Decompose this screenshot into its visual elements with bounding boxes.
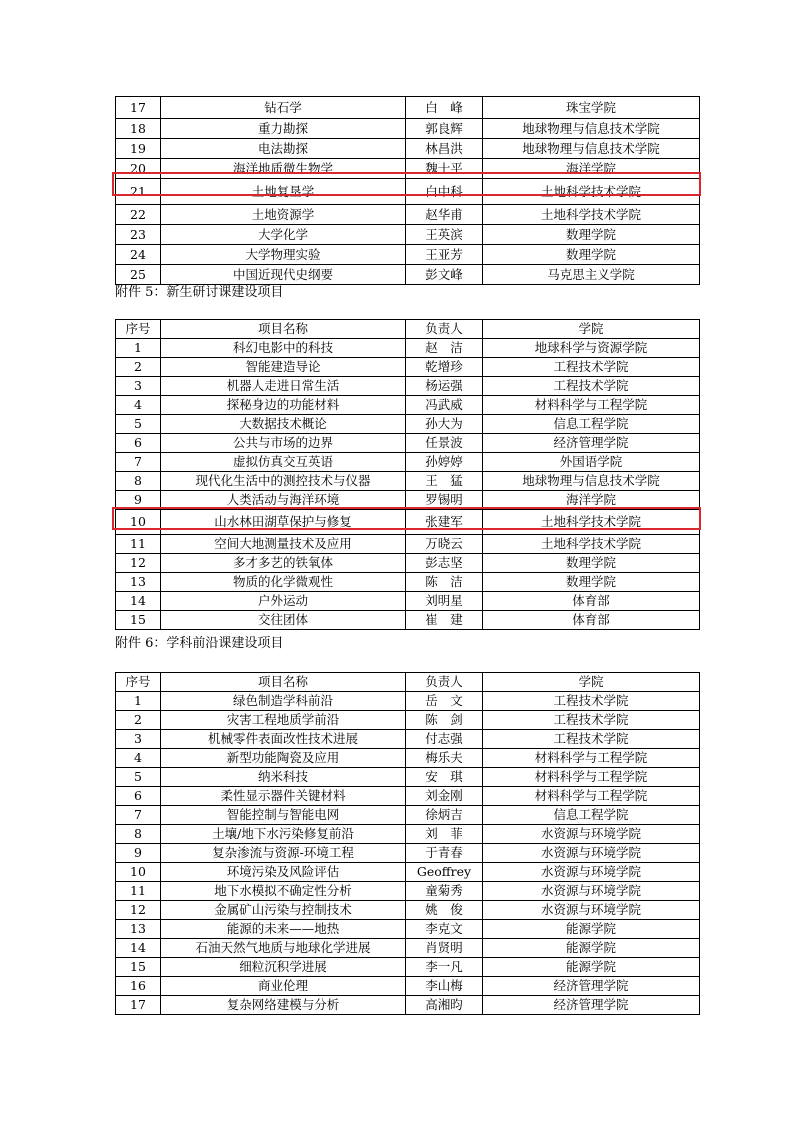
cell-lead: 童菊秀 — [406, 882, 483, 901]
cell-school: 材料科学与工程学院 — [483, 749, 700, 768]
cell-index: 5 — [116, 415, 161, 434]
cell-lead: 肖贤明 — [406, 939, 483, 958]
cell-project-name: 智能控制与智能电网 — [161, 806, 406, 825]
cell-school: 马克思主义学院 — [483, 265, 700, 285]
cell-school: 地球物理与信息技术学院 — [483, 139, 700, 159]
cell-index: 6 — [116, 787, 161, 806]
cell-school: 土地科学技术学院 — [483, 205, 700, 225]
cell-school: 能源学院 — [483, 958, 700, 977]
cell-project-name: 能源的未来——地热 — [161, 920, 406, 939]
table-c-body — [116, 692, 700, 1015]
table-row — [116, 554, 700, 573]
cell-index: 3 — [116, 377, 161, 396]
table-row — [116, 825, 700, 844]
cell-index: 7 — [116, 453, 161, 472]
cell-lead: 李山梅 — [406, 977, 483, 996]
cell-school: 地球科学与资源学院 — [483, 339, 700, 358]
cell-project-name: 交往团体 — [161, 611, 406, 630]
highlight-box-row-10 — [112, 507, 701, 530]
cell-lead: 李克文 — [406, 920, 483, 939]
cell-project-name: 海洋地质微生物学 — [161, 159, 406, 179]
cell-project-name: 石油天然气地质与地球化学进展 — [161, 939, 406, 958]
header-cell-project: 项目名称 — [161, 320, 406, 339]
cell-school: 工程技术学院 — [483, 358, 700, 377]
cell-project-name: 纳米科技 — [161, 768, 406, 787]
cell-school: 经济管理学院 — [483, 996, 700, 1015]
table-row — [116, 119, 700, 139]
cell-index: 2 — [116, 358, 161, 377]
cell-school: 信息工程学院 — [483, 415, 700, 434]
cell-lead: 刘金刚 — [406, 787, 483, 806]
highlight-box-row-21 — [112, 172, 701, 196]
header-cell-school: 学院 — [483, 673, 700, 692]
cell-index: 6 — [116, 434, 161, 453]
cell-index: 15 — [116, 611, 161, 630]
cell-index: 4 — [116, 396, 161, 415]
table-row — [116, 225, 700, 245]
cell-project-name: 空间大地测量技术及应用 — [161, 535, 406, 554]
cell-lead: 高湘昀 — [406, 996, 483, 1015]
cell-index: 8 — [116, 472, 161, 491]
cell-school: 水资源与环境学院 — [483, 825, 700, 844]
cell-index: 8 — [116, 825, 161, 844]
cell-lead: 白中科 — [406, 179, 483, 205]
table-b — [115, 319, 700, 630]
table-row — [116, 265, 700, 285]
cell-school: 水资源与环境学院 — [483, 882, 700, 901]
cell-project-name: 新型功能陶瓷及应用 — [161, 749, 406, 768]
cell-index: 17 — [116, 996, 161, 1015]
table-row — [116, 97, 700, 119]
cell-project-name: 商业伦理 — [161, 977, 406, 996]
cell-index: 13 — [116, 920, 161, 939]
cell-index: 21 — [116, 179, 161, 205]
cell-school: 土地科学技术学院 — [483, 535, 700, 554]
cell-index: 11 — [116, 535, 161, 554]
cell-project-name: 细粒沉积学进展 — [161, 958, 406, 977]
table-row — [116, 396, 700, 415]
cell-lead: 赵 洁 — [406, 339, 483, 358]
cell-school: 工程技术学院 — [483, 730, 700, 749]
cell-lead: 徐炳吉 — [406, 806, 483, 825]
table-row — [116, 711, 700, 730]
cell-index: 16 — [116, 977, 161, 996]
cell-project-name: 土地复垦学 — [161, 179, 406, 205]
table-row — [116, 358, 700, 377]
header-cell-project: 项目名称 — [161, 673, 406, 692]
cell-index: 5 — [116, 768, 161, 787]
cell-school: 材料科学与工程学院 — [483, 396, 700, 415]
cell-index: 4 — [116, 749, 161, 768]
cell-index: 13 — [116, 573, 161, 592]
cell-lead: 王英滨 — [406, 225, 483, 245]
cell-school: 经济管理学院 — [483, 434, 700, 453]
appendix-5-caption: 附件 5：新生研讨课建设项目 — [115, 285, 284, 300]
cell-project-name: 大学物理实验 — [161, 245, 406, 265]
cell-index: 20 — [116, 159, 161, 179]
cell-project-name: 电法勘探 — [161, 139, 406, 159]
cell-index: 14 — [116, 592, 161, 611]
table-row — [116, 996, 700, 1015]
cell-index: 18 — [116, 119, 161, 139]
cell-lead: Geoffrey — [406, 863, 483, 882]
table-row — [116, 939, 700, 958]
cell-school: 材料科学与工程学院 — [483, 768, 700, 787]
cell-school: 外国语学院 — [483, 453, 700, 472]
cell-index: 12 — [116, 554, 161, 573]
cell-project-name: 大数据技术概论 — [161, 415, 406, 434]
cell-project-name: 物质的化学微观性 — [161, 573, 406, 592]
cell-index: 10 — [116, 863, 161, 882]
cell-school: 水资源与环境学院 — [483, 863, 700, 882]
cell-project-name: 机器人走进日常生活 — [161, 377, 406, 396]
table-b-header-row — [116, 320, 700, 339]
header-cell-lead: 负责人 — [406, 320, 483, 339]
table-b-body — [116, 339, 700, 630]
cell-index: 17 — [116, 97, 161, 119]
cell-school: 地球物理与信息技术学院 — [483, 119, 700, 139]
cell-project-name: 中国近现代史纲要 — [161, 265, 406, 285]
cell-project-name: 钻石学 — [161, 97, 406, 119]
cell-school: 数理学院 — [483, 225, 700, 245]
table-row — [116, 434, 700, 453]
cell-school: 能源学院 — [483, 939, 700, 958]
table-c-header-row — [116, 673, 700, 692]
cell-school: 能源学院 — [483, 920, 700, 939]
table-row — [116, 749, 700, 768]
appendix-6-caption: 附件 6：学科前沿课建设项目 — [115, 636, 284, 651]
table-row — [116, 844, 700, 863]
cell-index: 1 — [116, 339, 161, 358]
cell-lead: 孙大为 — [406, 415, 483, 434]
cell-index: 19 — [116, 139, 161, 159]
header-cell-school: 学院 — [483, 320, 700, 339]
table-row — [116, 882, 700, 901]
cell-project-name: 探秘身边的功能材料 — [161, 396, 406, 415]
table-row — [116, 863, 700, 882]
cell-index: 1 — [116, 692, 161, 711]
table-row — [116, 205, 700, 225]
cell-lead: 王 猛 — [406, 472, 483, 491]
header-cell-index: 序号 — [116, 320, 161, 339]
cell-lead: 赵华甫 — [406, 205, 483, 225]
cell-project-name: 灾害工程地质学前沿 — [161, 711, 406, 730]
cell-lead: 姚 俊 — [406, 901, 483, 920]
cell-lead: 林昌洪 — [406, 139, 483, 159]
cell-school: 地球物理与信息技术学院 — [483, 472, 700, 491]
cell-lead: 万晓云 — [406, 535, 483, 554]
cell-lead: 杨运强 — [406, 377, 483, 396]
cell-school: 海洋学院 — [483, 159, 700, 179]
table-row — [116, 977, 700, 996]
cell-lead: 刘明星 — [406, 592, 483, 611]
cell-index: 25 — [116, 265, 161, 285]
table-row — [116, 611, 700, 630]
header-cell-index: 序号 — [116, 673, 161, 692]
cell-lead: 郭良辉 — [406, 119, 483, 139]
cell-index: 2 — [116, 711, 161, 730]
cell-project-name: 户外运动 — [161, 592, 406, 611]
cell-index: 10 — [116, 510, 161, 535]
table-row — [116, 535, 700, 554]
cell-school: 数理学院 — [483, 554, 700, 573]
table-row — [116, 958, 700, 977]
cell-lead: 王亚芳 — [406, 245, 483, 265]
cell-project-name: 环境污染及风险评估 — [161, 863, 406, 882]
cell-lead: 梅乐夫 — [406, 749, 483, 768]
table-c — [115, 672, 700, 1015]
cell-project-name: 重力勘探 — [161, 119, 406, 139]
cell-lead: 陈 洁 — [406, 573, 483, 592]
cell-index: 15 — [116, 958, 161, 977]
cell-project-name: 机械零件表面改性技术进展 — [161, 730, 406, 749]
cell-project-name: 人类活动与海洋环境 — [161, 491, 406, 510]
table-row — [116, 730, 700, 749]
cell-school: 工程技术学院 — [483, 377, 700, 396]
cell-school: 数理学院 — [483, 245, 700, 265]
table-row — [116, 920, 700, 939]
cell-lead: 罗锡明 — [406, 491, 483, 510]
table-row — [116, 901, 700, 920]
table-row — [116, 692, 700, 711]
cell-school: 土地科学技术学院 — [483, 179, 700, 205]
cell-lead: 崔 建 — [406, 611, 483, 630]
cell-school: 工程技术学院 — [483, 692, 700, 711]
table-row — [116, 592, 700, 611]
cell-project-name: 柔性显示器件关键材料 — [161, 787, 406, 806]
cell-school: 海洋学院 — [483, 491, 700, 510]
cell-index: 3 — [116, 730, 161, 749]
cell-lead: 岳 文 — [406, 692, 483, 711]
table-row — [116, 768, 700, 787]
cell-index: 22 — [116, 205, 161, 225]
cell-project-name: 金属矿山污染与控制技术 — [161, 901, 406, 920]
cell-project-name: 土壤/地下水污染修复前沿 — [161, 825, 406, 844]
table-row — [116, 806, 700, 825]
table-row — [116, 573, 700, 592]
cell-index: 9 — [116, 491, 161, 510]
cell-project-name: 多才多艺的铁氧体 — [161, 554, 406, 573]
cell-lead: 付志强 — [406, 730, 483, 749]
cell-school: 水资源与环境学院 — [483, 844, 700, 863]
cell-project-name: 土地资源学 — [161, 205, 406, 225]
cell-index: 7 — [116, 806, 161, 825]
cell-lead: 陈 剑 — [406, 711, 483, 730]
cell-project-name: 智能建造导论 — [161, 358, 406, 377]
cell-lead: 任景波 — [406, 434, 483, 453]
cell-project-name: 虚拟仿真交互英语 — [161, 453, 406, 472]
cell-index: 11 — [116, 882, 161, 901]
cell-school: 材料科学与工程学院 — [483, 787, 700, 806]
cell-project-name: 绿色制造学科前沿 — [161, 692, 406, 711]
cell-lead: 于青春 — [406, 844, 483, 863]
cell-project-name: 山水林田湖草保护与修复 — [161, 510, 406, 535]
cell-index: 12 — [116, 901, 161, 920]
cell-lead: 白 峰 — [406, 97, 483, 119]
cell-school: 体育部 — [483, 592, 700, 611]
cell-project-name: 现代化生活中的测控技术与仪器 — [161, 472, 406, 491]
cell-project-name: 科幻电影中的科技 — [161, 339, 406, 358]
cell-lead: 彭文峰 — [406, 265, 483, 285]
table-row — [116, 472, 700, 491]
table-row — [116, 245, 700, 265]
table-row — [116, 377, 700, 396]
cell-index: 9 — [116, 844, 161, 863]
cell-project-name: 公共与市场的边界 — [161, 434, 406, 453]
cell-project-name: 复杂渗流与资源-环境工程 — [161, 844, 406, 863]
table-row — [116, 787, 700, 806]
cell-project-name: 大学化学 — [161, 225, 406, 245]
table-row — [116, 453, 700, 472]
cell-lead: 彭志坚 — [406, 554, 483, 573]
cell-lead: 孙婷婷 — [406, 453, 483, 472]
header-cell-lead: 负责人 — [406, 673, 483, 692]
cell-school: 经济管理学院 — [483, 977, 700, 996]
cell-index: 14 — [116, 939, 161, 958]
cell-lead: 刘 菲 — [406, 825, 483, 844]
cell-index: 24 — [116, 245, 161, 265]
cell-school: 体育部 — [483, 611, 700, 630]
table-row — [116, 415, 700, 434]
table-row — [116, 139, 700, 159]
cell-project-name: 复杂网络建模与分析 — [161, 996, 406, 1015]
cell-index: 23 — [116, 225, 161, 245]
cell-school: 水资源与环境学院 — [483, 901, 700, 920]
cell-school: 信息工程学院 — [483, 806, 700, 825]
cell-lead: 安 琪 — [406, 768, 483, 787]
table-row — [116, 339, 700, 358]
cell-lead: 张建军 — [406, 510, 483, 535]
cell-lead: 冯武威 — [406, 396, 483, 415]
cell-school: 数理学院 — [483, 573, 700, 592]
cell-lead: 魏士平 — [406, 159, 483, 179]
cell-school: 工程技术学院 — [483, 711, 700, 730]
cell-school: 珠宝学院 — [483, 97, 700, 119]
cell-school: 土地科学技术学院 — [483, 510, 700, 535]
cell-lead: 乾增珍 — [406, 358, 483, 377]
cell-lead: 李一凡 — [406, 958, 483, 977]
cell-project-name: 地下水模拟不确定性分析 — [161, 882, 406, 901]
